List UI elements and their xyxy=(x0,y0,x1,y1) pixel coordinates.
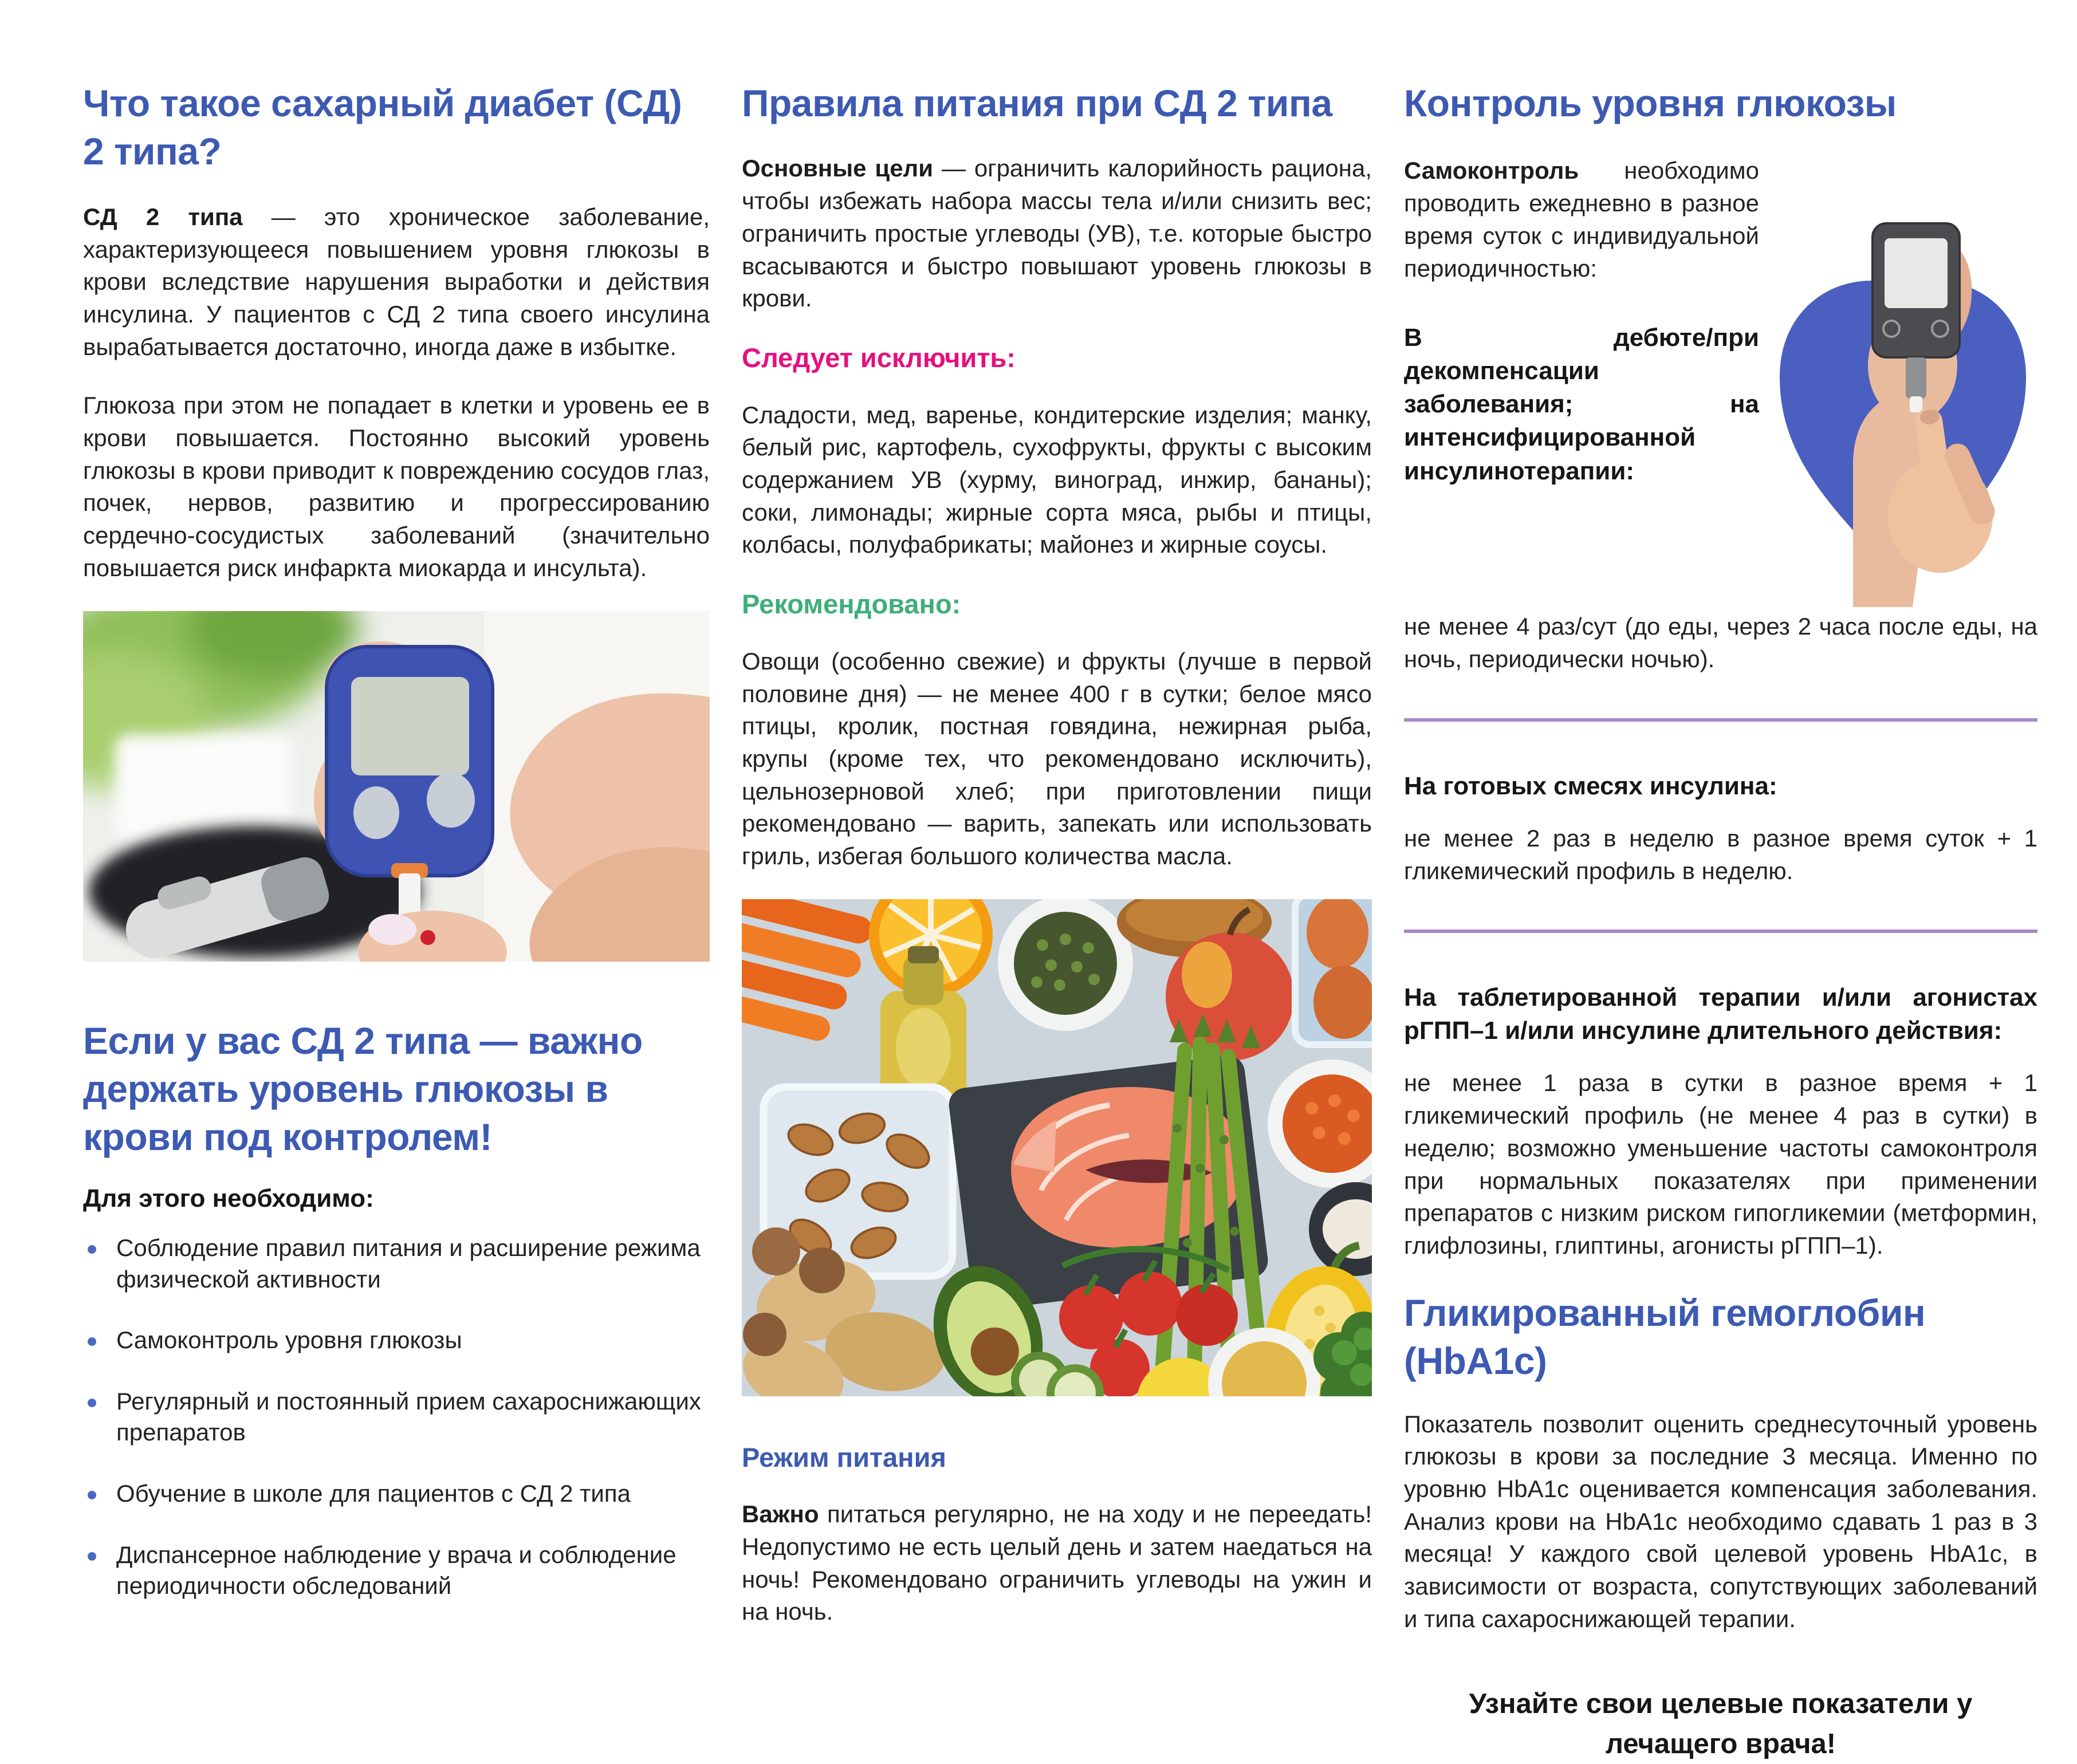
paragraph-regime-rest: питаться регулярно, не на ходу и не переедать! Недопустимо не есть целый день и затем наедаться на ночь! Рекомендовано ограничить углеводы на ужин и на ночь. xyxy=(742,1501,1372,1625)
paragraph-premix-frequency: не менее 2 раз в неделю в разное время суток + 1 гликемический профиль в неделю. xyxy=(1404,824,2037,884)
paragraph-goals-rest: — ограничить калорийность рациона, чтобы избежать набора массы тела и/или снизить вес; ограничить простые углеводы (УВ), т.е. которые быстро всасываются и быстро повышают уровень глюкозы в крови. xyxy=(742,155,1372,312)
subhead-regime: Режим питания xyxy=(742,1442,946,1472)
paragraph-tablet-frequency: не менее 1 раза в сутки в разное время + 1 гликемический профиль (не менее 4 раз в сутки) в неделю; возможно уменьшение частоты самоконтроля при нормальных показателях при применении препаратов с низким риском гипогликемии (метформин, глифлозины, глиптины, агонисты рГПП–1). xyxy=(1404,1069,2037,1259)
column-nutrition-rules xyxy=(742,79,1372,1764)
glucometer-photo xyxy=(83,611,710,962)
lead-important: Важно xyxy=(742,1501,819,1528)
selfcontrol-text-block xyxy=(1404,155,1759,505)
paragraph-debut-frequency: не менее 4 раз/сут (до еды, через 2 часа после еды, на ночь, периодически ночью). xyxy=(1404,613,2037,673)
section-title-keep-control: Если у вас СД 2 типа — важно держать уровень глюкозы в крови под контролем! xyxy=(83,1019,643,1159)
lead-main-goals: Основные цели xyxy=(742,155,934,182)
divider xyxy=(1404,718,2037,722)
glucometer-photo-illustration xyxy=(83,611,710,962)
paragraph-hba1c: Показатель позволит оценить среднесуточный уровень глюкозы в крови за последние 3 месяца. Именно по уровню HbA1c оценивается компенсация заболевания. Анализ крови на HbA1c необходимо сдавать 1 раз в 3 месяца! У каждого свой целевой уровень HbA1c, в зависимости от возраста, сопутствующих заболеваний и типа сахароснижающей терапии. xyxy=(1404,1410,2037,1632)
title-tablet-therapy: На таблетированной терапии и/или агонистах рГПП–1 и/или инсулине длительного действия: xyxy=(1404,983,2037,1045)
subhead-recommended: Рекомендовано: xyxy=(742,589,961,620)
section-title-hba1c: Гликированный гемоглобин (HbA1c) xyxy=(1404,1291,1926,1383)
lead-selfcontrol: Самоконтроль xyxy=(1404,157,1579,184)
divider xyxy=(1404,930,2037,933)
paragraph-goals xyxy=(742,152,1372,314)
list-item: Диспансерное наблюдение у врача и соблюдение периодичности обследований xyxy=(83,1539,710,1602)
paragraph-definition-rest: — это хроническое заболевание, характеризующееся повышением уровня глюкозы в крови вследствие нарушения выработки и действия инсулина. У пациентов с СД 2 типа своего инсулина вырабатывается достаточно, иногда даже в избытке. xyxy=(83,203,710,360)
title-debut-therapy: В дебюте/при декомпенсации заболевания; на интенсифицированной инсулинотерапии: xyxy=(1404,324,1759,485)
list-item: Самоконтроль уровня глюкозы xyxy=(83,1325,710,1356)
heart-hands-illustration xyxy=(1768,195,2037,607)
paragraph-selfcontrol-rest: необходимо проводить ежедневно в разное время суток с индивидуальной периодичностью: xyxy=(1404,157,1759,282)
selfcontrol-row xyxy=(1404,155,2037,607)
section-title-glucose-control: Контроль уровня глюкозы xyxy=(1404,82,1897,124)
paragraph-selfcontrol xyxy=(1404,155,1759,285)
list-item: Обучение в школе для пациентов с СД 2 типа xyxy=(83,1478,710,1510)
healthy-food-illustration xyxy=(742,899,1372,1396)
paragraph-definition xyxy=(83,201,710,363)
list-title-necessary: Для этого необходимо: xyxy=(83,1184,374,1212)
column-glucose-control xyxy=(1404,79,2037,1764)
heart-hands-photo xyxy=(1759,155,2037,607)
column-what-is-diabetes xyxy=(83,79,710,1764)
necessary-actions-list xyxy=(83,1233,710,1602)
section-title-what-is-diabetes: Что такое сахарный диабет (СД) 2 типа? xyxy=(83,82,682,173)
cta-ask-doctor: Узнайте свои целевые показатели у лечащего врача! xyxy=(1469,1688,1973,1759)
list-item: Соблюдение правил питания и расширение режима физической активности xyxy=(83,1233,710,1295)
list-item: Регулярный и постоянный прием сахароснижающих препаратов xyxy=(83,1386,710,1448)
lead-sd2: СД 2 типа xyxy=(83,203,243,230)
paragraph-regime xyxy=(742,1498,1372,1628)
section-title-nutrition: Правила питания при СД 2 типа xyxy=(742,82,1332,124)
subhead-exclude: Следует исключить: xyxy=(742,342,1016,373)
paragraph-exclude: Сладости, мед, варенье, кондитерские изделия; манку, белый рис, картофель, сухофрукты, фрукты с высоким содержанием УВ (хурму, виноград, инжир, бананы); соки, лимонады; жирные сорта мяса, рыбы и птицы, колбасы, полуфабрикаты; майонез и жирные соусы. xyxy=(742,401,1372,558)
paragraph-glucose-damage: Глюкоза при этом не попадает в клетки и уровень ее в крови повышается. Постоянно высокий уровень глюкозы в крови приводит к повреждению сосудов глаз, почек, нервов, развитию и прогрессированию сердечно-сосудистых заболеваний (значительно повышается риск инфаркта миокарда и инсульта). xyxy=(83,392,710,581)
paragraph-recommended: Овощи (особенно свежие) и фрукты (лучше в первой половине дня) — не менее 400 г в сутки; белое мясо птицы, кролик, постная говядина, нежирная рыба, крупы (кроме тех, что рекомендовано исключить), цельнозерновой хлеб; при приготовлении пищи рекомендовано — варить, запекать или использовать гриль, избегая большого количества масла. xyxy=(742,647,1372,869)
title-premix-insulin: На готовых смесях инсулина: xyxy=(1404,771,1777,800)
healthy-food-photo xyxy=(742,899,1372,1396)
